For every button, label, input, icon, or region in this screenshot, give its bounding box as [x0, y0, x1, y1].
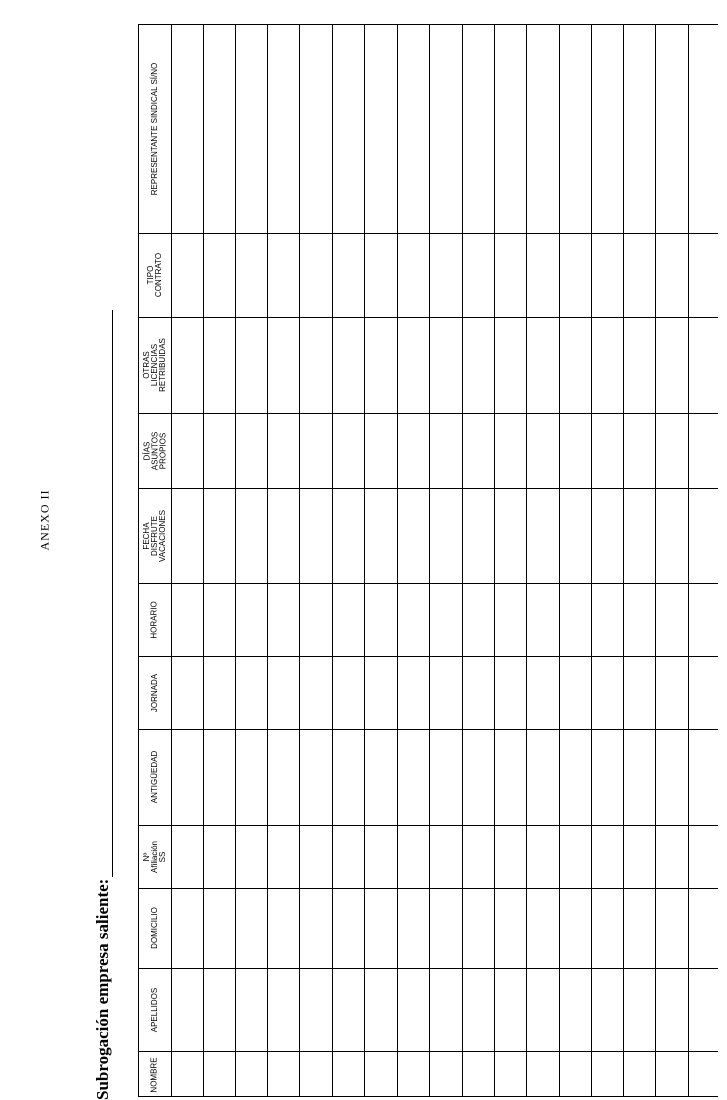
- header-horario: HORARIO: [150, 600, 159, 639]
- header-dias-asuntos-propios: DÍAS ASUNTOS PROPIOS: [142, 431, 167, 470]
- column-divider: [462, 25, 463, 1097]
- column-divider: [171, 25, 172, 1097]
- header-antiguedad: ANTIGÜEDAD: [150, 750, 160, 804]
- subtitle-block: [93, 310, 113, 1100]
- header-afiliacion-ss: Nº Afiliación SS: [142, 840, 168, 873]
- column-divider: [655, 25, 656, 1097]
- column-divider: [267, 25, 268, 1097]
- header-otras-licencias: OTRAS LICENCIAS RETRIBUIDAS: [142, 338, 168, 392]
- column-divider: [299, 25, 300, 1097]
- header-domicilio: DOMICILIO: [150, 907, 159, 949]
- header-jornada: JORNADA: [150, 673, 160, 712]
- column-divider: [623, 25, 624, 1097]
- annex-title: ANEXO II: [37, 489, 52, 551]
- column-divider: [429, 25, 430, 1097]
- column-divider: [494, 25, 495, 1097]
- subtitle: Subrogación empresa saliente:: [93, 878, 112, 1100]
- employee-table: [138, 24, 718, 1097]
- header-apellidos: APELLIDOS: [150, 987, 159, 1032]
- header-tipo-contrato: TIPO CONTRATO: [146, 252, 163, 298]
- header-representante-sindical: REPRESENTANTE SINDICAL SÍ/NO: [150, 62, 159, 196]
- column-divider: [203, 25, 204, 1097]
- header-fecha-vacaciones: FECHA DISFRUTE VACACIONES: [142, 509, 167, 562]
- column-divider: [526, 25, 527, 1097]
- column-divider: [591, 25, 592, 1097]
- header-nombre: NOMBRE: [150, 1056, 159, 1093]
- subtitle-fill-line: [98, 310, 113, 877]
- column-divider: [364, 25, 365, 1097]
- column-divider: [688, 25, 689, 1097]
- column-divider: [559, 25, 560, 1097]
- column-divider: [332, 25, 333, 1097]
- column-divider: [397, 25, 398, 1097]
- column-divider: [235, 25, 236, 1097]
